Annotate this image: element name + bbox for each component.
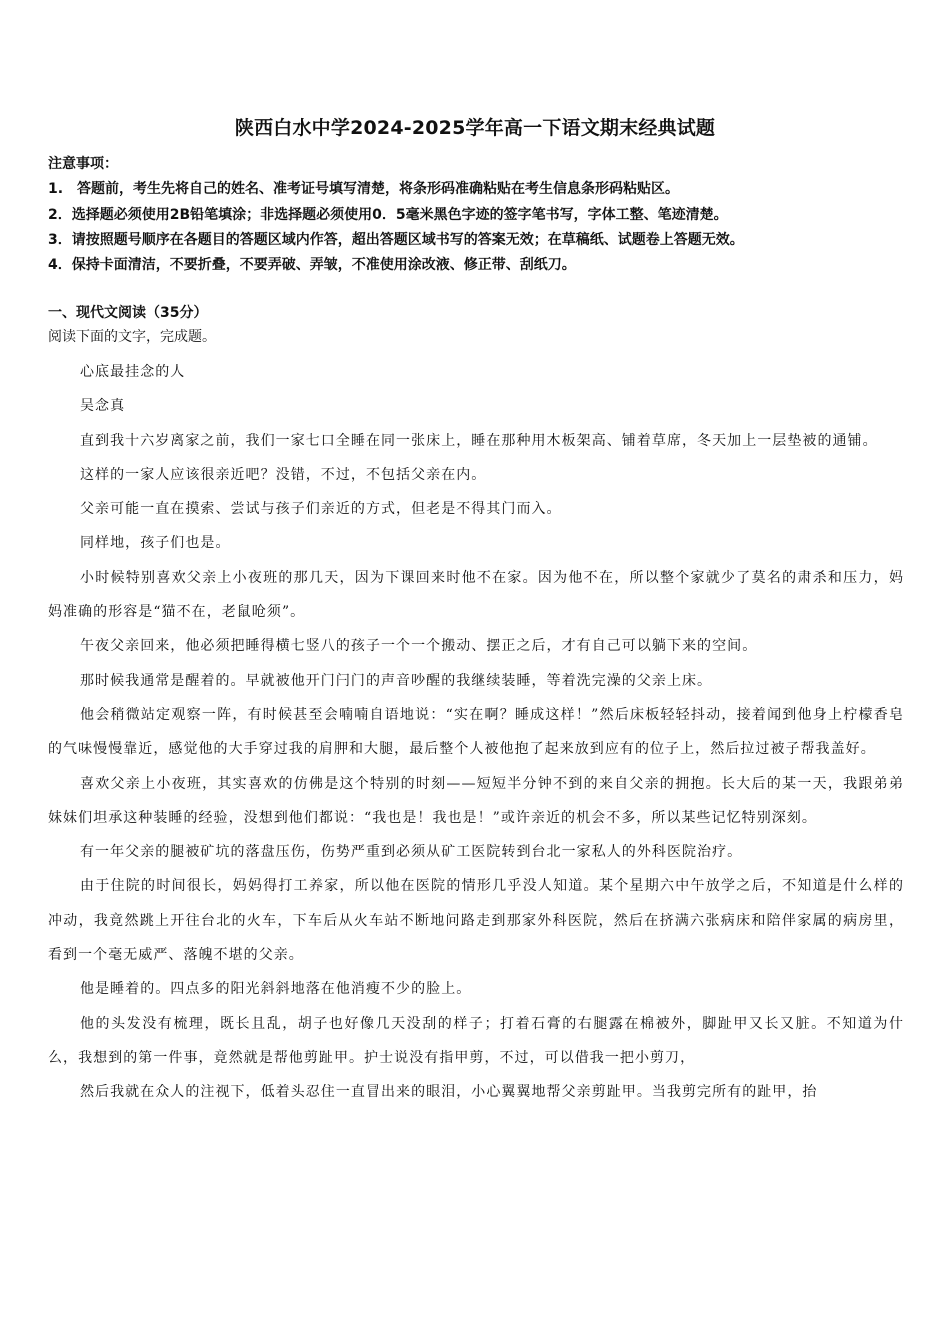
article-paragraph: 有一年父亲的腿被矿坑的落盘压伤，伤势严重到必须从矿工医院转到台北一家私人的外科医院治疗。	[80, 844, 743, 861]
article-paragraph: 由于住院的时间很长，妈妈得打工养家，所以他在医院的情形几乎没人知道。某个星期六中午放学之后，不知道是什么样的冲动，我竟然跳上开往台北的火车，下车后从火车站不断地问路走到那家外科医院，然后在挤满六张病床和陪伴家属的病房里，看到一个毫无威严、落魄不堪的父亲。	[48, 878, 904, 964]
article-paragraph: 他会稍微站定观察一阵，有时候甚至会喃喃自语地说：“实在啊？睡成这样！”然后床板轻轻抖动，接着闻到他身上柠檬香皂的气味慢慢靠近，感觉他的大手穿过我的肩胛和大腿，最后整个人被他抱了起来放到应有的位子上，然后拉过被子帮我盖好。	[48, 706, 904, 758]
notice-item: 3．请按照题号顺序在各题目的答题区域内作答，超出答题区域书写的答案无效；在草稿纸、试题卷上答题无效。	[48, 232, 744, 248]
notice-heading: 注意事项：	[48, 156, 118, 172]
article-paragraph: 那时候我通常是醒着的。早就被他开门闩门的声音吵醒的我继续装睡，等着洗完澡的父亲上床。	[80, 672, 713, 689]
article-paragraph: 这样的一家人应该很亲近吧？没错，不过，不包括父亲在内。	[80, 466, 487, 483]
article-body	[48, 355, 904, 1110]
article-author: 吴念真	[80, 398, 126, 415]
article-paragraph: 同样地，孩子们也是。	[80, 535, 231, 552]
article-paragraph: 他的头发没有梳理，既长且乱，胡子也好像几天没刮的样子；打着石膏的右腿露在棉被外，脚趾甲又长又脏。不知道为什么，我想到的第一件事，竟然就是帮他剪趾甲。护士说没有指甲剪，不过，可以借我一把小剪刀，	[48, 1015, 904, 1066]
notice-item: 1. 答题前，考生先将自己的姓名、准考证号填写清楚，将条形码准确粘贴在考生信息条形码粘贴区。	[48, 181, 680, 197]
article-paragraph: 他是睡着的。四点多的阳光斜斜地落在他消瘦不少的脸上。	[80, 981, 472, 998]
article-title: 心底最挂念的人	[80, 364, 186, 380]
notice-item: 2．选择题必须使用2B铅笔填涂；非选择题必须使用0．5毫米黑色字迹的签字笔书写，字体工整、笔迹清楚。	[48, 207, 728, 223]
section-heading: 一、现代文阅读（35分）	[48, 305, 208, 321]
article-paragraph: 午夜父亲回来，他必须把睡得横七竖八的孩子一个一个搬动、摆正之后，才有自己可以躺下来的空间。	[80, 638, 758, 655]
article-paragraph: 然后我就在众人的注视下，低着头忍住一直冒出来的眼泪，小心翼翼地帮父亲剪趾甲。当我剪完所有的趾甲，抬	[80, 1084, 818, 1101]
article-paragraph: 小时候特别喜欢父亲上小夜班的那几天，因为下课回来时他不在家。因为他不在，所以整个家就少了莫名的肃杀和压力，妈妈准确的形容是“猫不在，老鼠呛须”。	[48, 569, 904, 621]
article-paragraph: 直到我十六岁离家之前，我们一家七口全睡在同一张床上，睡在那种用木板架高、铺着草席，冬天加上一层垫被的通铺。	[80, 432, 878, 449]
page-title: 陕西白水中学2024-2025学年高一下语文期末经典试题	[234, 117, 716, 139]
section-instruction: 阅读下面的文字，完成题。	[48, 329, 216, 345]
notice-item: 4．保持卡面清洁，不要折叠，不要弄破、弄皱，不准使用涂改液、修正带、刮纸刀。	[48, 257, 576, 273]
article-paragraph: 父亲可能一直在摸索、尝试与孩子们亲近的方式，但老是不得其门而入。	[80, 501, 562, 518]
article-paragraph: 喜欢父亲上小夜班，其实喜欢的仿佛是这个特别的时刻——短短半分钟不到的来自父亲的拥抱。长大后的某一天，我跟弟弟妹妹们坦承这种装睡的经验，没想到他们都说：“我也是！我也是！”或许亲近的机会不多，所以某些记忆特别深刻。	[48, 775, 904, 826]
